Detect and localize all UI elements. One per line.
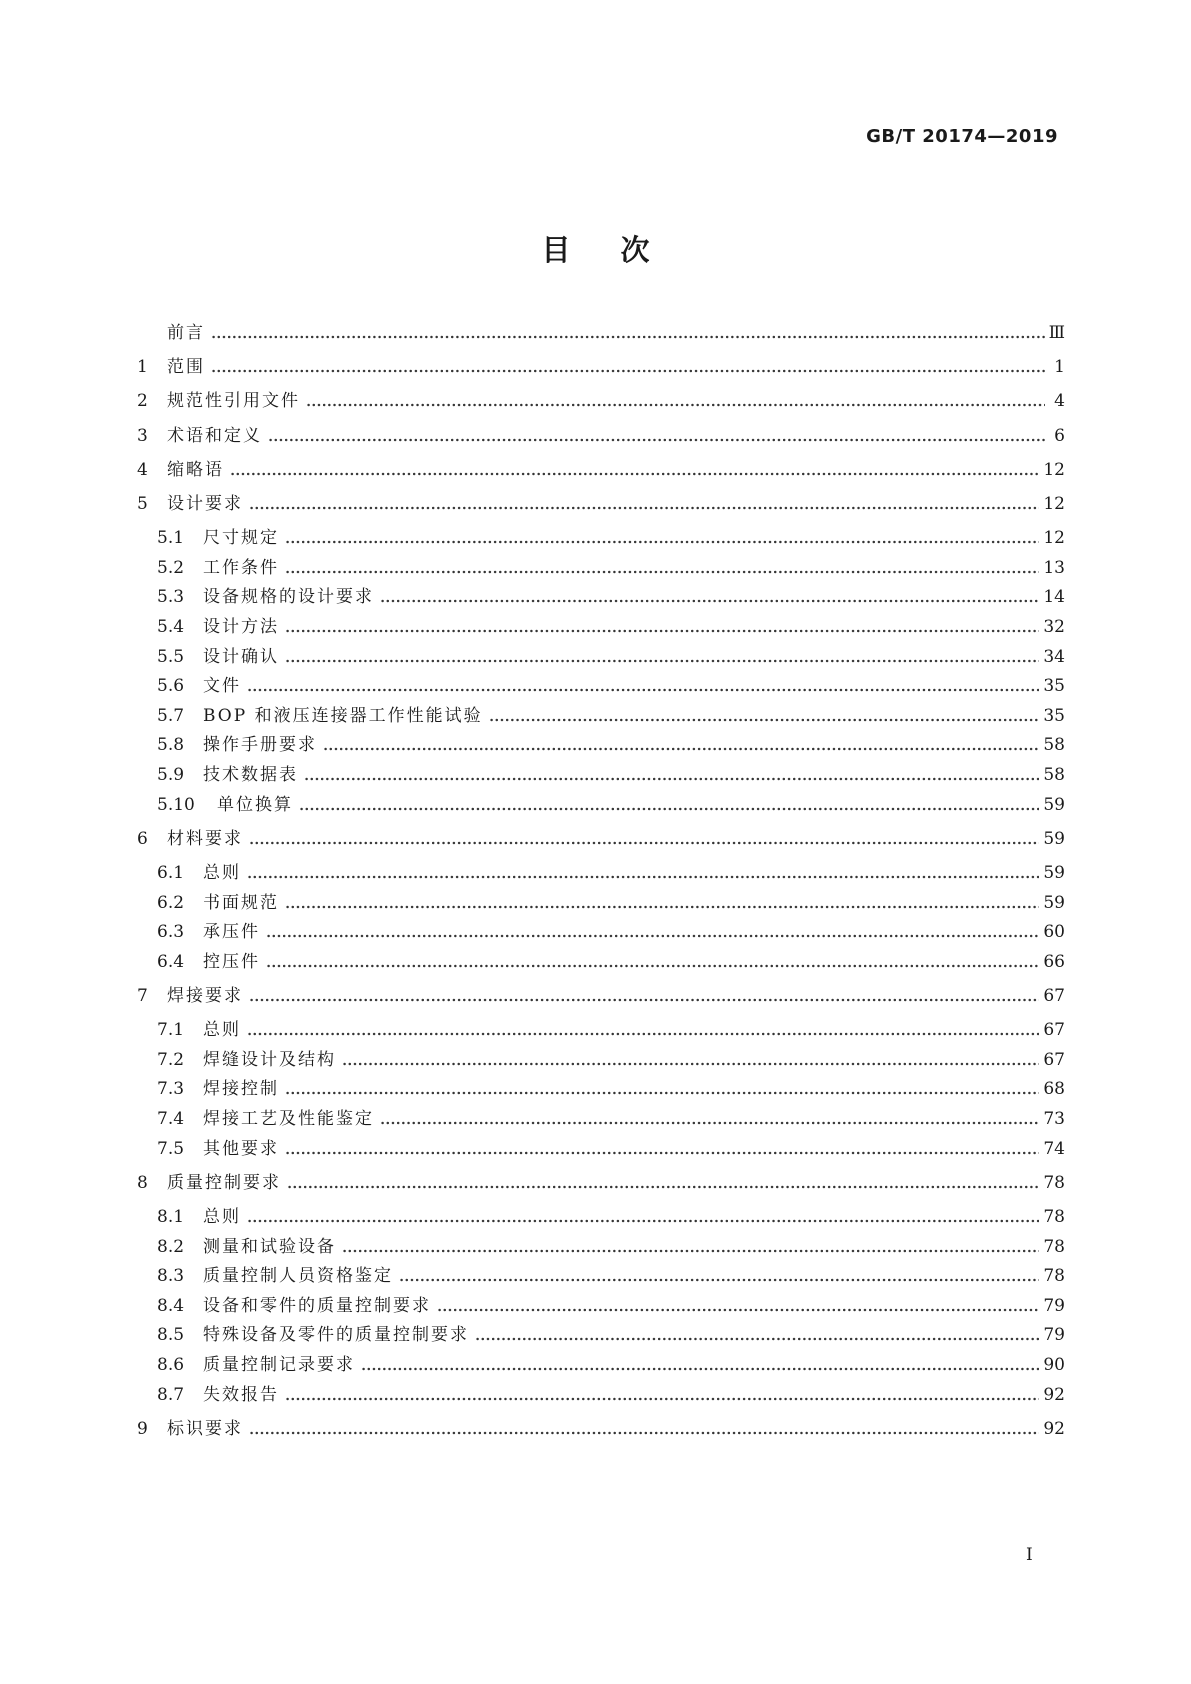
toc-entry-label: 材料要求 <box>167 828 243 849</box>
toc-entry[interactable] <box>157 890 1065 916</box>
toc-entry-label: 尺寸规定 <box>203 528 279 549</box>
dot-leader <box>211 369 1045 373</box>
toc-entry-label: 规范性引用文件 <box>167 391 300 412</box>
standard-code: GB/T 20174—2019 <box>866 126 1058 147</box>
toc-entry-number: 5.7 <box>157 705 185 726</box>
toc-entry[interactable] <box>137 388 1065 414</box>
toc-entry-page: 92 <box>1043 1418 1065 1439</box>
toc-entry-number: 5.1 <box>157 528 185 549</box>
toc-entry-page: 78 <box>1043 1266 1065 1287</box>
toc-entry[interactable] <box>157 919 1065 945</box>
toc-entry-label: 范围 <box>167 357 205 378</box>
toc-entry-page: 78 <box>1043 1236 1065 1257</box>
toc-entry-number: 5.3 <box>157 587 185 608</box>
dot-leader <box>247 688 1039 692</box>
toc-entry[interactable] <box>157 673 1065 699</box>
toc-entry[interactable] <box>157 1136 1065 1162</box>
toc-entry-label: 操作手册要求 <box>203 735 317 756</box>
toc-entry-page: 13 <box>1043 557 1065 578</box>
toc-entry-label: 设备规格的设计要求 <box>203 587 374 608</box>
toc-entry-page: 58 <box>1043 765 1065 785</box>
toc-entry-page: 60 <box>1043 922 1065 943</box>
toc-entry-page: 32 <box>1043 617 1065 637</box>
toc-entry-page: 59 <box>1043 794 1065 815</box>
toc-entry-page: 73 <box>1043 1109 1065 1129</box>
toc-entry[interactable] <box>157 949 1065 975</box>
toc-entry-page: 79 <box>1043 1325 1065 1346</box>
dot-leader <box>230 472 1039 476</box>
dot-leader <box>249 1431 1039 1435</box>
toc-entry[interactable] <box>157 1382 1065 1408</box>
dot-leader <box>285 629 1039 633</box>
toc-entry-page: 90 <box>1043 1355 1065 1375</box>
toc-entry[interactable] <box>157 1263 1065 1289</box>
toc-entry-number: 8.1 <box>157 1207 185 1227</box>
toc-entry-number: 7.1 <box>157 1020 185 1041</box>
toc-entry[interactable] <box>137 354 1065 380</box>
toc-entry[interactable] <box>157 644 1065 670</box>
dot-leader <box>475 1337 1039 1341</box>
toc-entry-label: 设备和零件的质量控制要求 <box>203 1295 431 1316</box>
toc-entry-page: 6 <box>1054 425 1065 446</box>
dot-leader <box>285 905 1039 909</box>
toc-entry-label: 设计要求 <box>167 494 243 514</box>
dot-leader <box>304 777 1039 781</box>
dot-leader <box>299 807 1039 811</box>
toc-entry-page: 35 <box>1043 676 1065 697</box>
toc-entry-number: 3 <box>137 425 148 446</box>
toc-entry-page: 4 <box>1054 391 1065 412</box>
toc-entry-page: 67 <box>1043 986 1065 1006</box>
toc-entry-number: 5.10 <box>157 794 195 815</box>
dot-leader <box>342 1062 1039 1066</box>
toc-entry-page: 68 <box>1043 1079 1065 1100</box>
toc-entry[interactable] <box>157 555 1065 581</box>
toc-entry-label: 前言 <box>167 323 205 343</box>
toc-entry[interactable] <box>157 703 1065 729</box>
page-number: I <box>1026 1545 1033 1565</box>
toc-entry[interactable] <box>137 826 1065 852</box>
toc-entry-label: 文件 <box>203 676 241 697</box>
toc-entry-label: 特殊设备及零件的质量控制要求 <box>203 1325 469 1346</box>
toc-entry-number: 6.3 <box>157 922 185 943</box>
toc-entry[interactable] <box>137 983 1065 1009</box>
toc-entry-page: 34 <box>1043 646 1065 667</box>
toc-entry[interactable] <box>137 1416 1065 1442</box>
dot-leader <box>285 540 1039 544</box>
toc-entry-page: 12 <box>1043 459 1065 480</box>
toc-entry-page: 14 <box>1043 587 1065 608</box>
dot-leader <box>342 1249 1039 1253</box>
toc-entry[interactable] <box>137 457 1065 483</box>
toc-entry-page: 67 <box>1043 1020 1065 1041</box>
toc-entry-number: 8.3 <box>157 1266 185 1287</box>
toc-entry-number: 7.2 <box>157 1049 185 1070</box>
toc-entry[interactable] <box>157 1106 1065 1132</box>
toc-entry-number: 8 <box>137 1172 148 1193</box>
toc-entry-number: 5 <box>137 494 148 514</box>
toc-entry[interactable] <box>157 614 1065 640</box>
toc-entry-page: 12 <box>1043 528 1065 549</box>
dot-leader <box>285 659 1039 663</box>
toc-entry-page: 78 <box>1043 1172 1065 1193</box>
toc-entry[interactable] <box>157 1204 1065 1230</box>
toc-entry-number: 4 <box>137 459 148 480</box>
toc-entry-page: 66 <box>1043 951 1065 972</box>
dot-leader <box>285 1151 1039 1155</box>
toc-entry[interactable] <box>137 1170 1065 1196</box>
toc-entry-page: 59 <box>1043 828 1065 849</box>
toc-entry-label: 设计方法 <box>203 617 279 637</box>
toc-entry[interactable] <box>137 491 1065 517</box>
dot-leader <box>266 934 1039 938</box>
toc-entry-label: 术语和定义 <box>167 425 262 446</box>
toc-entry-number: 5.8 <box>157 735 185 756</box>
toc-entry-page: 59 <box>1043 863 1065 883</box>
toc-entry[interactable] <box>157 1076 1065 1102</box>
dot-leader <box>399 1278 1039 1282</box>
toc-entry[interactable] <box>157 860 1065 886</box>
toc-entry-page: 78 <box>1043 1207 1065 1227</box>
toc-entry-number: 7.4 <box>157 1109 185 1129</box>
toc-entry-number: 6.1 <box>157 863 185 883</box>
dot-leader <box>249 506 1039 510</box>
toc-entry-number: 7.3 <box>157 1079 185 1100</box>
toc-entry-page: 67 <box>1043 1049 1065 1070</box>
dot-leader <box>247 1219 1039 1223</box>
dot-leader <box>249 841 1039 845</box>
dot-leader <box>489 718 1040 722</box>
toc-entry[interactable] <box>157 1234 1065 1260</box>
toc-entry-number: 5.6 <box>157 676 185 697</box>
toc-entry-page: 74 <box>1043 1138 1065 1159</box>
toc-entry-label: 标识要求 <box>167 1418 243 1439</box>
toc-entry-number: 6 <box>137 828 148 849</box>
toc-entry-label: 技术数据表 <box>203 765 298 785</box>
toc-entry-label: 焊接要求 <box>167 986 243 1006</box>
toc-entry-number: 8.7 <box>157 1384 185 1405</box>
toc-entry-number: 1 <box>137 357 148 378</box>
dot-leader <box>211 335 1045 339</box>
toc-entry-label: 质量控制要求 <box>167 1172 281 1193</box>
toc-entry-page: Ⅲ <box>1048 323 1065 343</box>
dot-leader <box>247 875 1039 879</box>
toc-entry[interactable] <box>157 1293 1065 1319</box>
toc-entry-label: 工作条件 <box>203 557 279 578</box>
toc-entry-label: 书面规范 <box>203 892 279 913</box>
toc-entry[interactable] <box>157 1352 1065 1378</box>
toc-entry-number: 6.2 <box>157 892 185 913</box>
toc-entry-page: 58 <box>1043 735 1065 756</box>
dot-leader <box>285 570 1039 574</box>
toc-entry[interactable] <box>157 525 1065 551</box>
toc-entry[interactable] <box>157 1017 1065 1043</box>
toc-entry-label: 设计确认 <box>203 646 279 667</box>
toc-entry-number: 8.4 <box>157 1295 185 1316</box>
toc-entry-label: 控压件 <box>203 951 260 972</box>
toc-entry-number: 8.5 <box>157 1325 185 1346</box>
page-title: 目次 <box>541 233 700 267</box>
dot-leader <box>287 1185 1039 1189</box>
dot-leader <box>285 1397 1039 1401</box>
toc-entry-label: 承压件 <box>203 922 260 943</box>
toc-entry-page: 59 <box>1043 892 1065 913</box>
dot-leader <box>268 438 1045 442</box>
toc-entry[interactable] <box>137 423 1065 449</box>
toc-entry-page: 12 <box>1043 494 1065 514</box>
toc-entry-number: 5.9 <box>157 765 185 785</box>
toc-entry-label: 总则 <box>203 863 241 883</box>
toc-entry[interactable] <box>157 1322 1065 1348</box>
toc-entry-number: 9 <box>137 1418 148 1439</box>
dot-leader <box>361 1367 1039 1371</box>
toc-entry-number: 2 <box>137 391 148 412</box>
toc-entry-label: 总则 <box>203 1020 241 1041</box>
toc-entry-label: 测量和试验设备 <box>203 1236 336 1257</box>
dot-leader <box>437 1308 1039 1312</box>
toc-entry-page: 92 <box>1043 1384 1065 1405</box>
toc-entry-label: BOP 和液压连接器工作性能试验 <box>203 705 483 726</box>
dot-leader <box>323 747 1039 751</box>
toc-entry-page: 35 <box>1043 705 1065 726</box>
toc-entry[interactable] <box>157 1047 1065 1073</box>
toc-entry-page: 1 <box>1054 357 1065 378</box>
toc-entry[interactable] <box>157 732 1065 758</box>
toc-entry-label: 其他要求 <box>203 1138 279 1159</box>
toc-entry-number: 6.4 <box>157 951 185 972</box>
toc-entry-label: 焊缝设计及结构 <box>203 1049 336 1070</box>
toc-entry-label: 质量控制人员资格鉴定 <box>203 1266 393 1287</box>
dot-leader <box>266 964 1039 968</box>
toc-entry-number: 5.5 <box>157 646 185 667</box>
toc-entry-number: 5.2 <box>157 557 185 578</box>
toc-entry-number: 5.4 <box>157 617 185 637</box>
toc-entry-label: 焊接工艺及性能鉴定 <box>203 1109 374 1129</box>
dot-leader <box>247 1032 1039 1036</box>
toc-entry[interactable] <box>157 792 1065 818</box>
toc-entry-label: 焊接控制 <box>203 1079 279 1100</box>
toc-entry[interactable] <box>137 320 1065 346</box>
toc-entry-label: 单位换算 <box>217 794 293 815</box>
toc-entry-label: 质量控制记录要求 <box>203 1355 355 1375</box>
toc-entry-label: 失效报告 <box>203 1384 279 1405</box>
dot-leader <box>306 403 1045 407</box>
toc-entry[interactable] <box>157 762 1065 788</box>
toc-entry-number: 7 <box>137 986 148 1006</box>
dot-leader <box>380 599 1039 603</box>
toc-entry-page: 79 <box>1043 1295 1065 1316</box>
dot-leader <box>380 1121 1039 1125</box>
dot-leader <box>249 998 1039 1002</box>
toc-entry-label: 总则 <box>203 1207 241 1227</box>
toc-entry[interactable] <box>157 584 1065 610</box>
toc-entry-number: 8.6 <box>157 1355 185 1375</box>
toc-entry-number: 7.5 <box>157 1138 185 1159</box>
dot-leader <box>285 1091 1039 1095</box>
toc-entry-label: 缩略语 <box>167 459 224 480</box>
toc-entry-number: 8.2 <box>157 1236 185 1257</box>
